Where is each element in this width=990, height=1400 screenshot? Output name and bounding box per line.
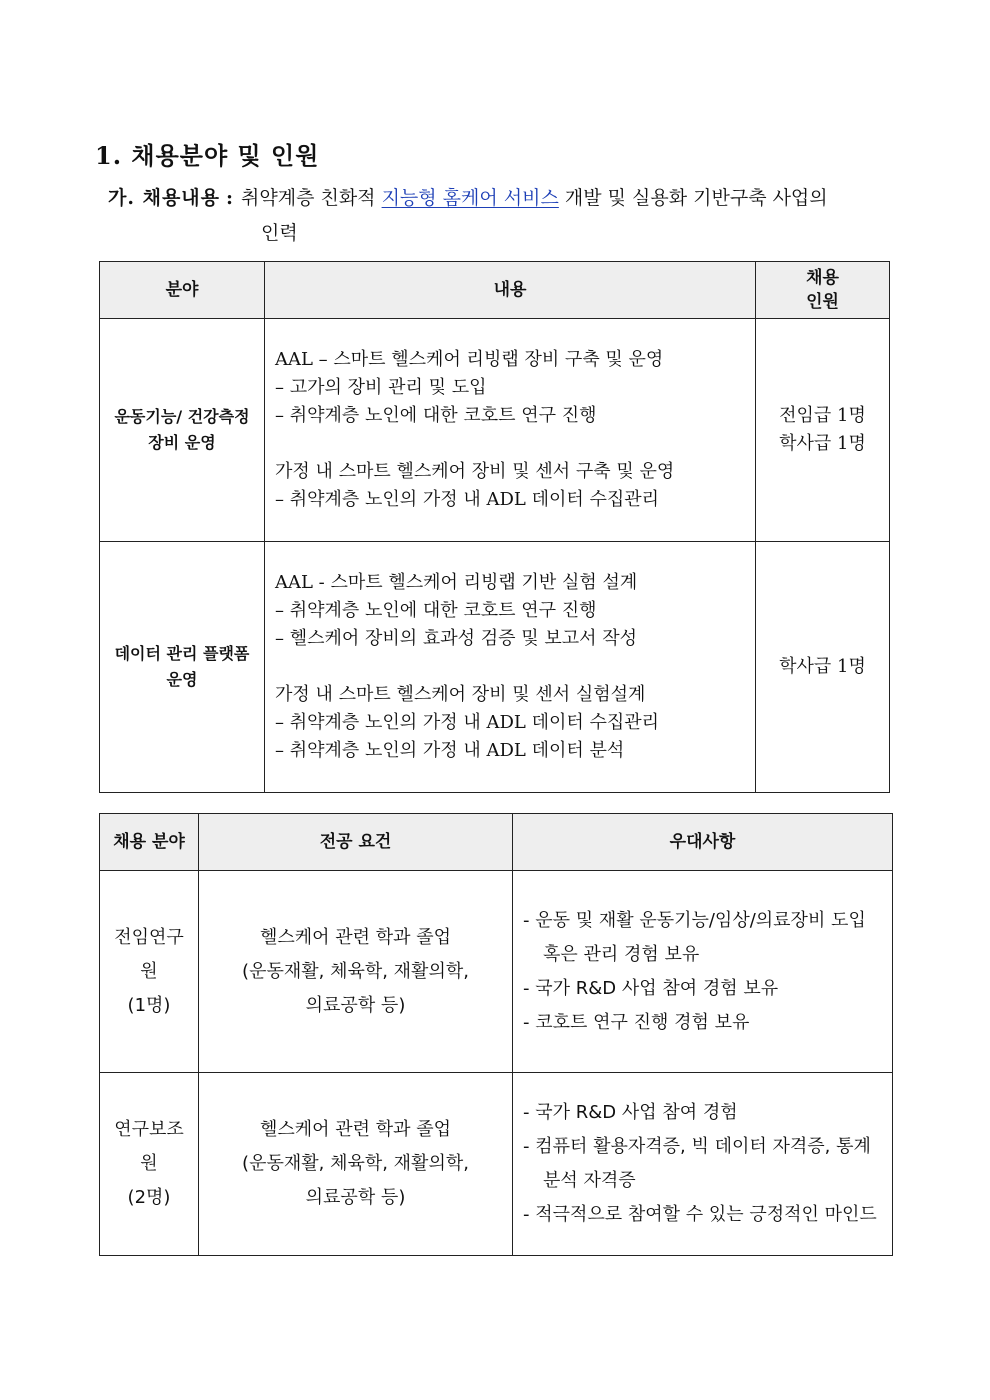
count-line: 학사급 1명 — [779, 433, 866, 454]
header-count — [756, 262, 890, 319]
content-line: AAL - 스마트 헬스케어 리빙랩 기반 실험 설계 — [275, 572, 638, 593]
content-cell — [265, 542, 756, 793]
content-cell — [265, 319, 756, 542]
recruit-content-description — [108, 181, 908, 251]
content-line: – 취약계층 노인의 가정 내 ADL 데이터 분석 — [275, 740, 625, 761]
major-cell — [199, 1073, 513, 1256]
content-paragraph — [275, 458, 745, 514]
label-colon: : — [226, 187, 234, 209]
page-title: 1. 채용분야 및 인원 — [95, 141, 320, 170]
recruit-field-cell — [100, 1073, 199, 1256]
recruit-content-label: 가. 채용내용 — [108, 187, 220, 209]
field-cell — [100, 542, 265, 793]
preference-item: - 적극적으로 참여할 수 있는 긍정적인 마인드 — [523, 1204, 877, 1225]
recruit-field-cell — [100, 871, 199, 1073]
major-line: 의료공학 등) — [305, 994, 406, 1016]
table-header-row — [100, 814, 893, 871]
major-line: 헬스케어 관련 학과 졸업 — [259, 1119, 452, 1140]
field-line: 원 — [140, 1153, 158, 1174]
content-line: AAL – 스마트 헬스케어 리빙랩 장비 구축 및 운영 — [275, 349, 664, 370]
header-preference: 우대사항 — [513, 814, 893, 871]
content-line: – 취약계층 노인에 대한 코호트 연구 진행 — [275, 405, 597, 426]
preference-cell — [513, 871, 893, 1073]
header-count-line2: 인원 — [806, 292, 839, 312]
major-cell — [199, 871, 513, 1073]
count-cell — [756, 319, 890, 542]
major-line: (운동재활, 체육학, 재활의학, — [242, 1153, 469, 1174]
content-line: – 헬스케어 장비의 효과성 검증 및 보고서 작성 — [275, 628, 638, 649]
field-line: (1명) — [127, 994, 171, 1016]
preference-item: - 국가 R&D 사업 참여 경험 보유 — [523, 977, 779, 999]
preference-item: - 운동 및 재활 운동기능/임상/의료장비 도입 혹은 관리 경험 보유 — [523, 909, 866, 965]
preference-item: - 코호트 연구 진행 경험 보유 — [523, 1011, 750, 1033]
description-continuation: 인력 — [261, 222, 298, 244]
preference-item: - 컴퓨터 활용자격증, 빅 데이터 자격증, 통계분석 자격증 — [523, 1136, 871, 1191]
content-line: – 취약계층 노인에 대한 코호트 연구 진행 — [275, 600, 597, 621]
field-line: (2명) — [127, 1187, 171, 1208]
field-line: 연구보조 — [114, 1119, 184, 1140]
table-header-row — [100, 262, 890, 319]
table-row — [100, 319, 890, 542]
header-major: 전공 요건 — [199, 814, 513, 871]
service-link[interactable]: 지능형 홈케어 서비스 — [381, 187, 559, 209]
header-field: 분야 — [100, 262, 265, 319]
table-row — [100, 871, 893, 1073]
table-row — [100, 542, 890, 793]
major-line: 의료공학 등) — [305, 1187, 406, 1208]
content-line: 가정 내 스마트 헬스케어 장비 및 센서 실험설계 — [275, 684, 646, 705]
description-text-after: 개발 및 실용화 기반구축 사업의 — [558, 187, 828, 209]
requirements-table — [99, 813, 893, 1256]
field-line: 운동기능/ 건강측정 — [114, 407, 250, 426]
header-content: 내용 — [265, 262, 756, 319]
content-line: – 취약계층 노인의 가정 내 ADL 데이터 수집관리 — [275, 712, 660, 733]
preference-cell — [513, 1073, 893, 1256]
field-line: 원 — [140, 960, 158, 982]
preference-item: - 국가 R&D 사업 참여 경험 — [523, 1102, 738, 1123]
count-cell — [756, 542, 890, 793]
header-count-line1: 채용 — [806, 268, 839, 288]
field-line: 데이터 관리 플랫폼 — [114, 644, 250, 663]
content-paragraph — [275, 569, 745, 653]
table-row — [100, 1073, 893, 1256]
field-line: 운영 — [166, 670, 198, 689]
description-text-before: 취약계층 친화적 — [241, 187, 382, 209]
field-line: 전임연구 — [114, 926, 184, 948]
content-line: – 취약계층 노인의 가정 내 ADL 데이터 수집관리 — [275, 489, 660, 510]
content-paragraph — [275, 346, 745, 430]
content-line: 가정 내 스마트 헬스케어 장비 및 센서 구축 및 운영 — [275, 461, 675, 482]
field-cell — [100, 319, 265, 542]
count-line: 학사급 1명 — [779, 656, 866, 677]
major-line: 헬스케어 관련 학과 졸업 — [259, 926, 452, 948]
count-line: 전임급 1명 — [779, 405, 866, 426]
header-recruit-field: 채용 분야 — [100, 814, 199, 871]
major-line: (운동재활, 체육학, 재활의학, — [242, 960, 469, 982]
field-line: 장비 운영 — [148, 433, 216, 452]
recruitment-field-table — [99, 261, 890, 793]
content-line: – 고가의 장비 관리 및 도입 — [275, 377, 487, 398]
content-paragraph — [275, 681, 745, 765]
